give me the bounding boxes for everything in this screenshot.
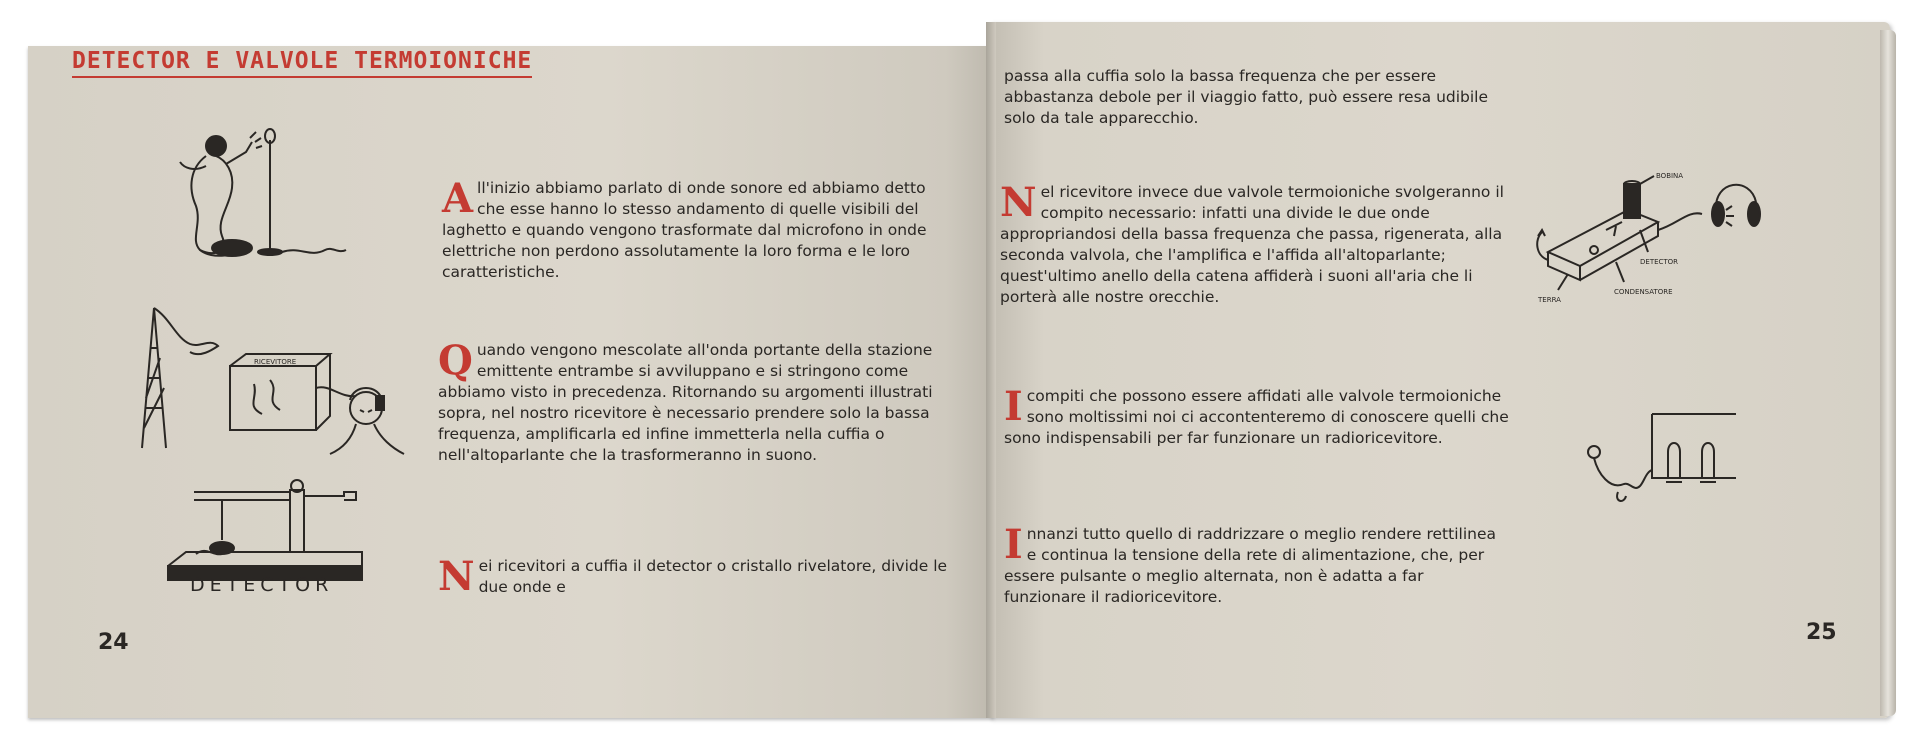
paragraph-text: nnanzi tutto quello di raddrizzare o meglio rendere rettilinea e continua la tensione della rete di alimentazione, che, per essere pulsante o meglio alternata, non è adatta a far funzionare il radioricevitore. <box>1004 525 1496 606</box>
page-number-left: 24 <box>98 630 129 655</box>
valve-socket-illustration <box>1580 412 1740 512</box>
page-title: DETECTOR E VALVOLE TERMOIONICHE <box>72 48 532 78</box>
right-paragraph-1 <box>1004 66 1492 129</box>
drop-cap: N <box>438 553 475 600</box>
crystal-radio-illustration <box>1528 170 1778 310</box>
drop-cap: N <box>1000 179 1037 226</box>
paragraph-text: ei ricevitori a cuffia il detector o cristallo rivelatore, divide le due onde e <box>478 557 948 596</box>
page-number-right: 25 <box>1806 620 1837 645</box>
paragraph-text: uando vengono mescolate all'onda portante della stazione emittente entrambe si avviluppano e si stringono come abbiamo visto in precedenza. Ritornando su argomenti illustrati sopra, nel nostro ricevitore è necessario prendere solo la bassa frequenza, amplificarla ed infine immetterla nella cuffia o nell'altoparlante che la trasformeranno in suono. <box>438 341 933 464</box>
receiver-box-label: RICEVITORE <box>254 358 297 366</box>
coil-label: BOBINA <box>1656 172 1684 180</box>
paragraph-text: ll'inizio abbiamo parlato di onde sonore ed abbiamo detto che esse hanno lo stesso andamento di quelle visibili del laghetto e quando vengono trasformate dal microfono in onde elettriche non perdono assolutamente la loro forma e le loro caratteristiche. <box>442 179 927 281</box>
detector-caption: DETECTOR <box>190 574 334 596</box>
capacitor-label: CONDENSATORE <box>1614 288 1673 296</box>
singer-microphone-illustration <box>160 128 370 268</box>
paragraph-text: compiti che possono essere affidati alle valvole termoioniche sono moltissimi noi ci accontenteremo di conoscere quelli che sono indispensabili per far funzionare un radioricevitore. <box>1004 387 1509 447</box>
right-paragraph-3 <box>1004 383 1510 449</box>
antenna-receiver-listener-illustration <box>130 288 410 458</box>
drop-cap: A <box>442 175 474 222</box>
drop-cap: Q <box>438 337 473 384</box>
drop-cap: I <box>1004 521 1023 568</box>
paragraph-text: passa alla cuffia solo la bassa frequenza che per essere abbastanza debole per il viaggio fatto, può essere resa udibile solo da tale apparecchio. <box>1004 67 1489 127</box>
left-paragraph-2 <box>438 337 948 466</box>
paragraph-text: el ricevitore invece due valvole termoioniche svolgeranno il compito necessario: infatti una divide le due onde appropriandosi della bassa frequenza che passa, rigenerata, alla seconda valvola, che l'amplifica e l'affida all'altoparlante; quest'ultimo anello della catena affiderà i suoni all'aria che li porterà alle nostre orecchie. <box>1000 183 1504 306</box>
right-paragraph-2 <box>1000 179 1510 308</box>
left-paragraph-3 <box>438 553 948 600</box>
book-spine <box>986 22 996 718</box>
drop-cap: I <box>1004 383 1023 430</box>
left-paragraph-1 <box>442 175 947 283</box>
right-paragraph-4 <box>1004 521 1510 608</box>
page-edges <box>1880 30 1896 716</box>
detector-label: DETECTOR <box>1640 258 1679 266</box>
ground-label: TERRA <box>1538 296 1561 304</box>
